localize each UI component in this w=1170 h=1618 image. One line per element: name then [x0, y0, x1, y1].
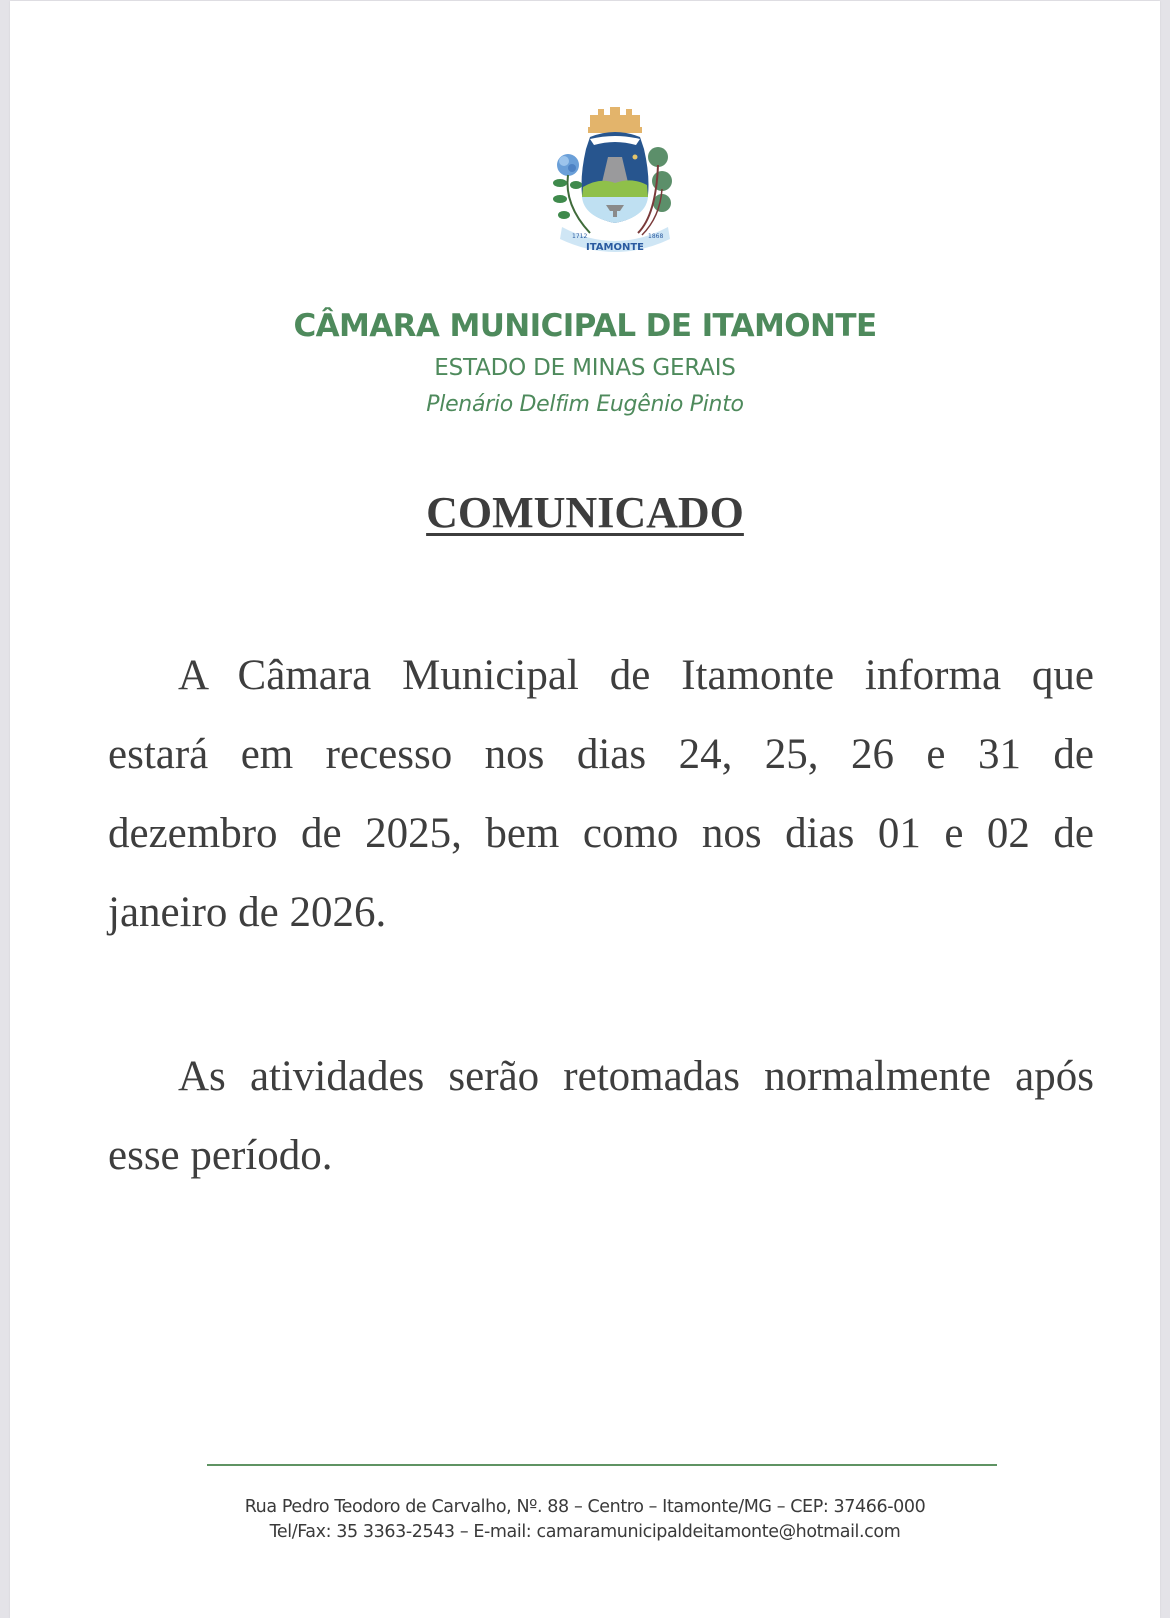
organization-name: CÂMARA MUNICIPAL DE ITAMONTE	[293, 308, 877, 344]
footer-contact: Tel/Fax: 35 3363-2543 – E-mail: camaramunicipaldeitamonte@hotmail.com	[269, 1522, 901, 1542]
announcement-paragraph	[108, 636, 1094, 952]
state-name: ESTADO DE MINAS GERAIS	[434, 355, 736, 381]
crown-icon	[588, 107, 642, 133]
plenary-name: Plenário Delfim Eugênio Pinto	[426, 392, 744, 417]
paragraph-line: A Câmara Municipal de Itamonte informa que	[178, 652, 1094, 699]
paragraph-line: dezembro de 2025, bem como nos dias 01 e 02 de	[108, 810, 1094, 857]
ribbon-banner	[560, 227, 670, 253]
document-title: COMUNICADO	[426, 488, 744, 537]
paragraph-line: janeiro de 2026.	[108, 889, 387, 936]
municipal-coat-of-arms-logo	[550, 105, 680, 261]
paragraph-line: esse período.	[108, 1132, 333, 1179]
svg-text:1712: 1712	[572, 233, 588, 240]
resumption-paragraph	[108, 1037, 1094, 1195]
footer-address: Rua Pedro Teodoro de Carvalho, Nº. 88 – Centro – Itamonte/MG – CEP: 37466-000	[244, 1497, 926, 1517]
shield-icon	[582, 132, 649, 223]
svg-text:1868: 1868	[648, 233, 664, 240]
paragraph-line: estará em recesso nos dias 24, 25, 26 e 31 de	[108, 731, 1094, 778]
footer-divider	[207, 1464, 997, 1466]
paragraph-line: As atividades serão retomadas normalmente após	[178, 1053, 1094, 1100]
svg-text:ITAMONTE: ITAMONTE	[586, 242, 644, 253]
